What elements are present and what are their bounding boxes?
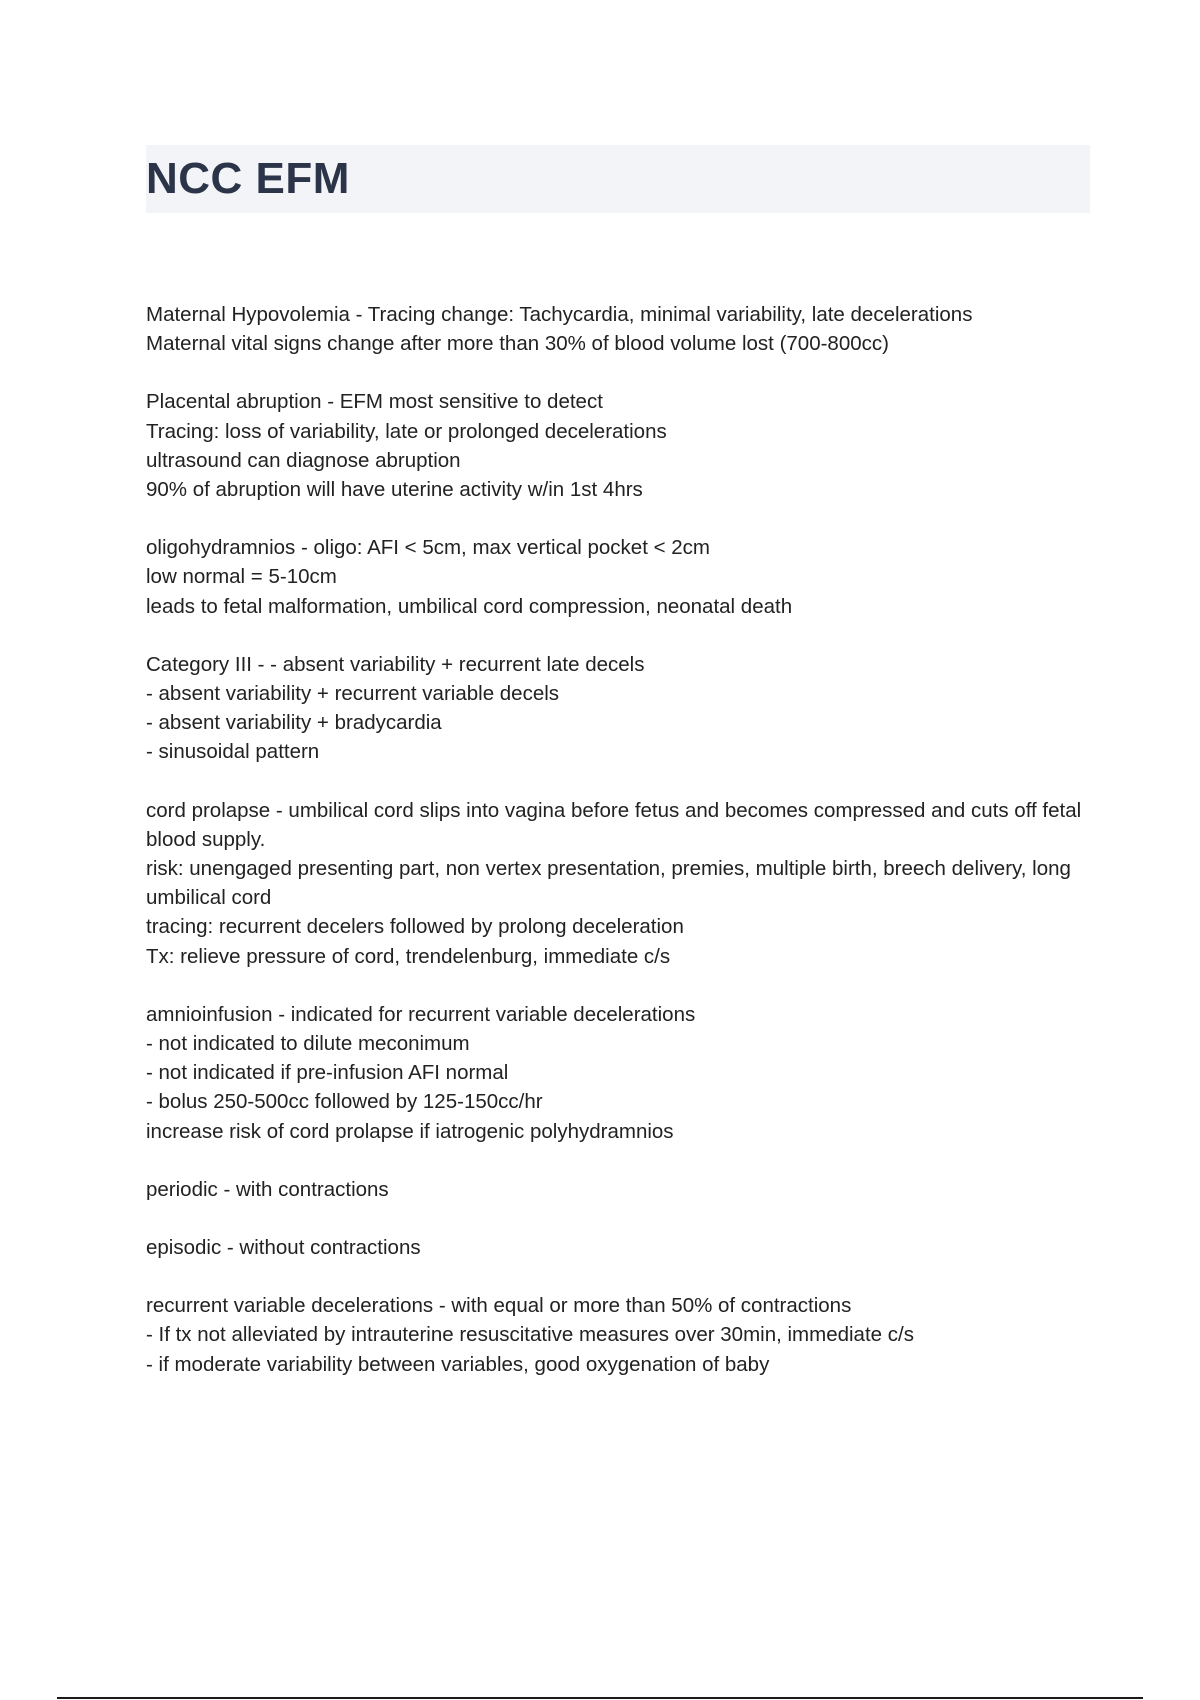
note-detail-line: - If tx not alleviated by intrauterine resuscitative measures over 30min, immediate c/s	[146, 1323, 914, 1347]
notes-body	[146, 300, 1090, 1408]
note-term-line: periodic - with contractions	[146, 1177, 389, 1201]
note-term-line: Category III - - absent variability + recurrent late decels	[146, 652, 645, 676]
note-detail-line: 90% of abruption will have uterine activity w/in 1st 4hrs	[146, 478, 643, 502]
note-entry	[146, 650, 1090, 767]
note-detail-line: - not indicated to dilute meconimum	[146, 1032, 470, 1056]
note-detail-line: increase risk of cord prolapse if iatrogenic polyhydramnios	[146, 1119, 674, 1143]
footer-divider	[57, 1697, 1143, 1699]
note-term-line: Placental abruption - EFM most sensitive to detect	[146, 390, 603, 414]
note-entry	[146, 1233, 1090, 1262]
note-detail-line: risk: unengaged presenting part, non vertex presentation, premies, multiple birth, breech delivery, long umbilical cord	[146, 857, 1071, 910]
note-detail-line: - absent variability + bradycardia	[146, 711, 442, 735]
note-term-line: Maternal Hypovolemia - Tracing change: Tachycardia, minimal variability, late decelerations	[146, 303, 973, 326]
note-detail-line: ultrasound can diagnose abruption	[146, 448, 461, 472]
note-entry	[146, 1291, 1090, 1379]
note-term-line: amnioinfusion - indicated for recurrent variable decelerations	[146, 1002, 696, 1026]
note-entry	[146, 300, 1090, 358]
note-entry	[146, 387, 1090, 504]
page-title: NCC EFM	[146, 154, 350, 203]
note-term-line: cord prolapse - umbilical cord slips into vagina before fetus and becomes compressed and cuts off fetal blood supply.	[146, 798, 1082, 851]
note-detail-line: low normal = 5-10cm	[146, 565, 337, 589]
note-term-line: oligohydramnios - oligo: AFI < 5cm, max vertical pocket < 2cm	[146, 536, 710, 560]
note-detail-line: Tracing: loss of variability, late or prolonged decelerations	[146, 419, 667, 443]
note-detail-line: Tx: relieve pressure of cord, trendelenburg, immediate c/s	[146, 944, 671, 968]
note-detail-line: leads to fetal malformation, umbilical cord compression, neonatal death	[146, 594, 793, 618]
note-detail-line: - absent variability + recurrent variable decels	[146, 682, 560, 706]
title-banner	[146, 145, 1090, 213]
note-entry	[146, 1175, 1090, 1204]
note-term-line: recurrent variable decelerations - with equal or more than 50% of contractions	[146, 1294, 852, 1318]
note-detail-line: - if moderate variability between variables, good oxygenation of baby	[146, 1352, 770, 1376]
note-detail-line: - sinusoidal pattern	[146, 740, 320, 764]
note-entry	[146, 533, 1090, 621]
note-detail-line: tracing: recurrent decelers followed by prolong deceleration	[146, 915, 684, 939]
note-detail-line: Maternal vital signs change after more than 30% of blood volume lost (700-800cc)	[146, 332, 889, 356]
note-entry	[146, 1000, 1090, 1146]
note-term-line: episodic - without contractions	[146, 1236, 421, 1260]
note-entry	[146, 796, 1090, 971]
note-detail-line: - not indicated if pre-infusion AFI normal	[146, 1061, 509, 1085]
note-detail-line: - bolus 250-500cc followed by 125-150cc/hr	[146, 1090, 543, 1114]
